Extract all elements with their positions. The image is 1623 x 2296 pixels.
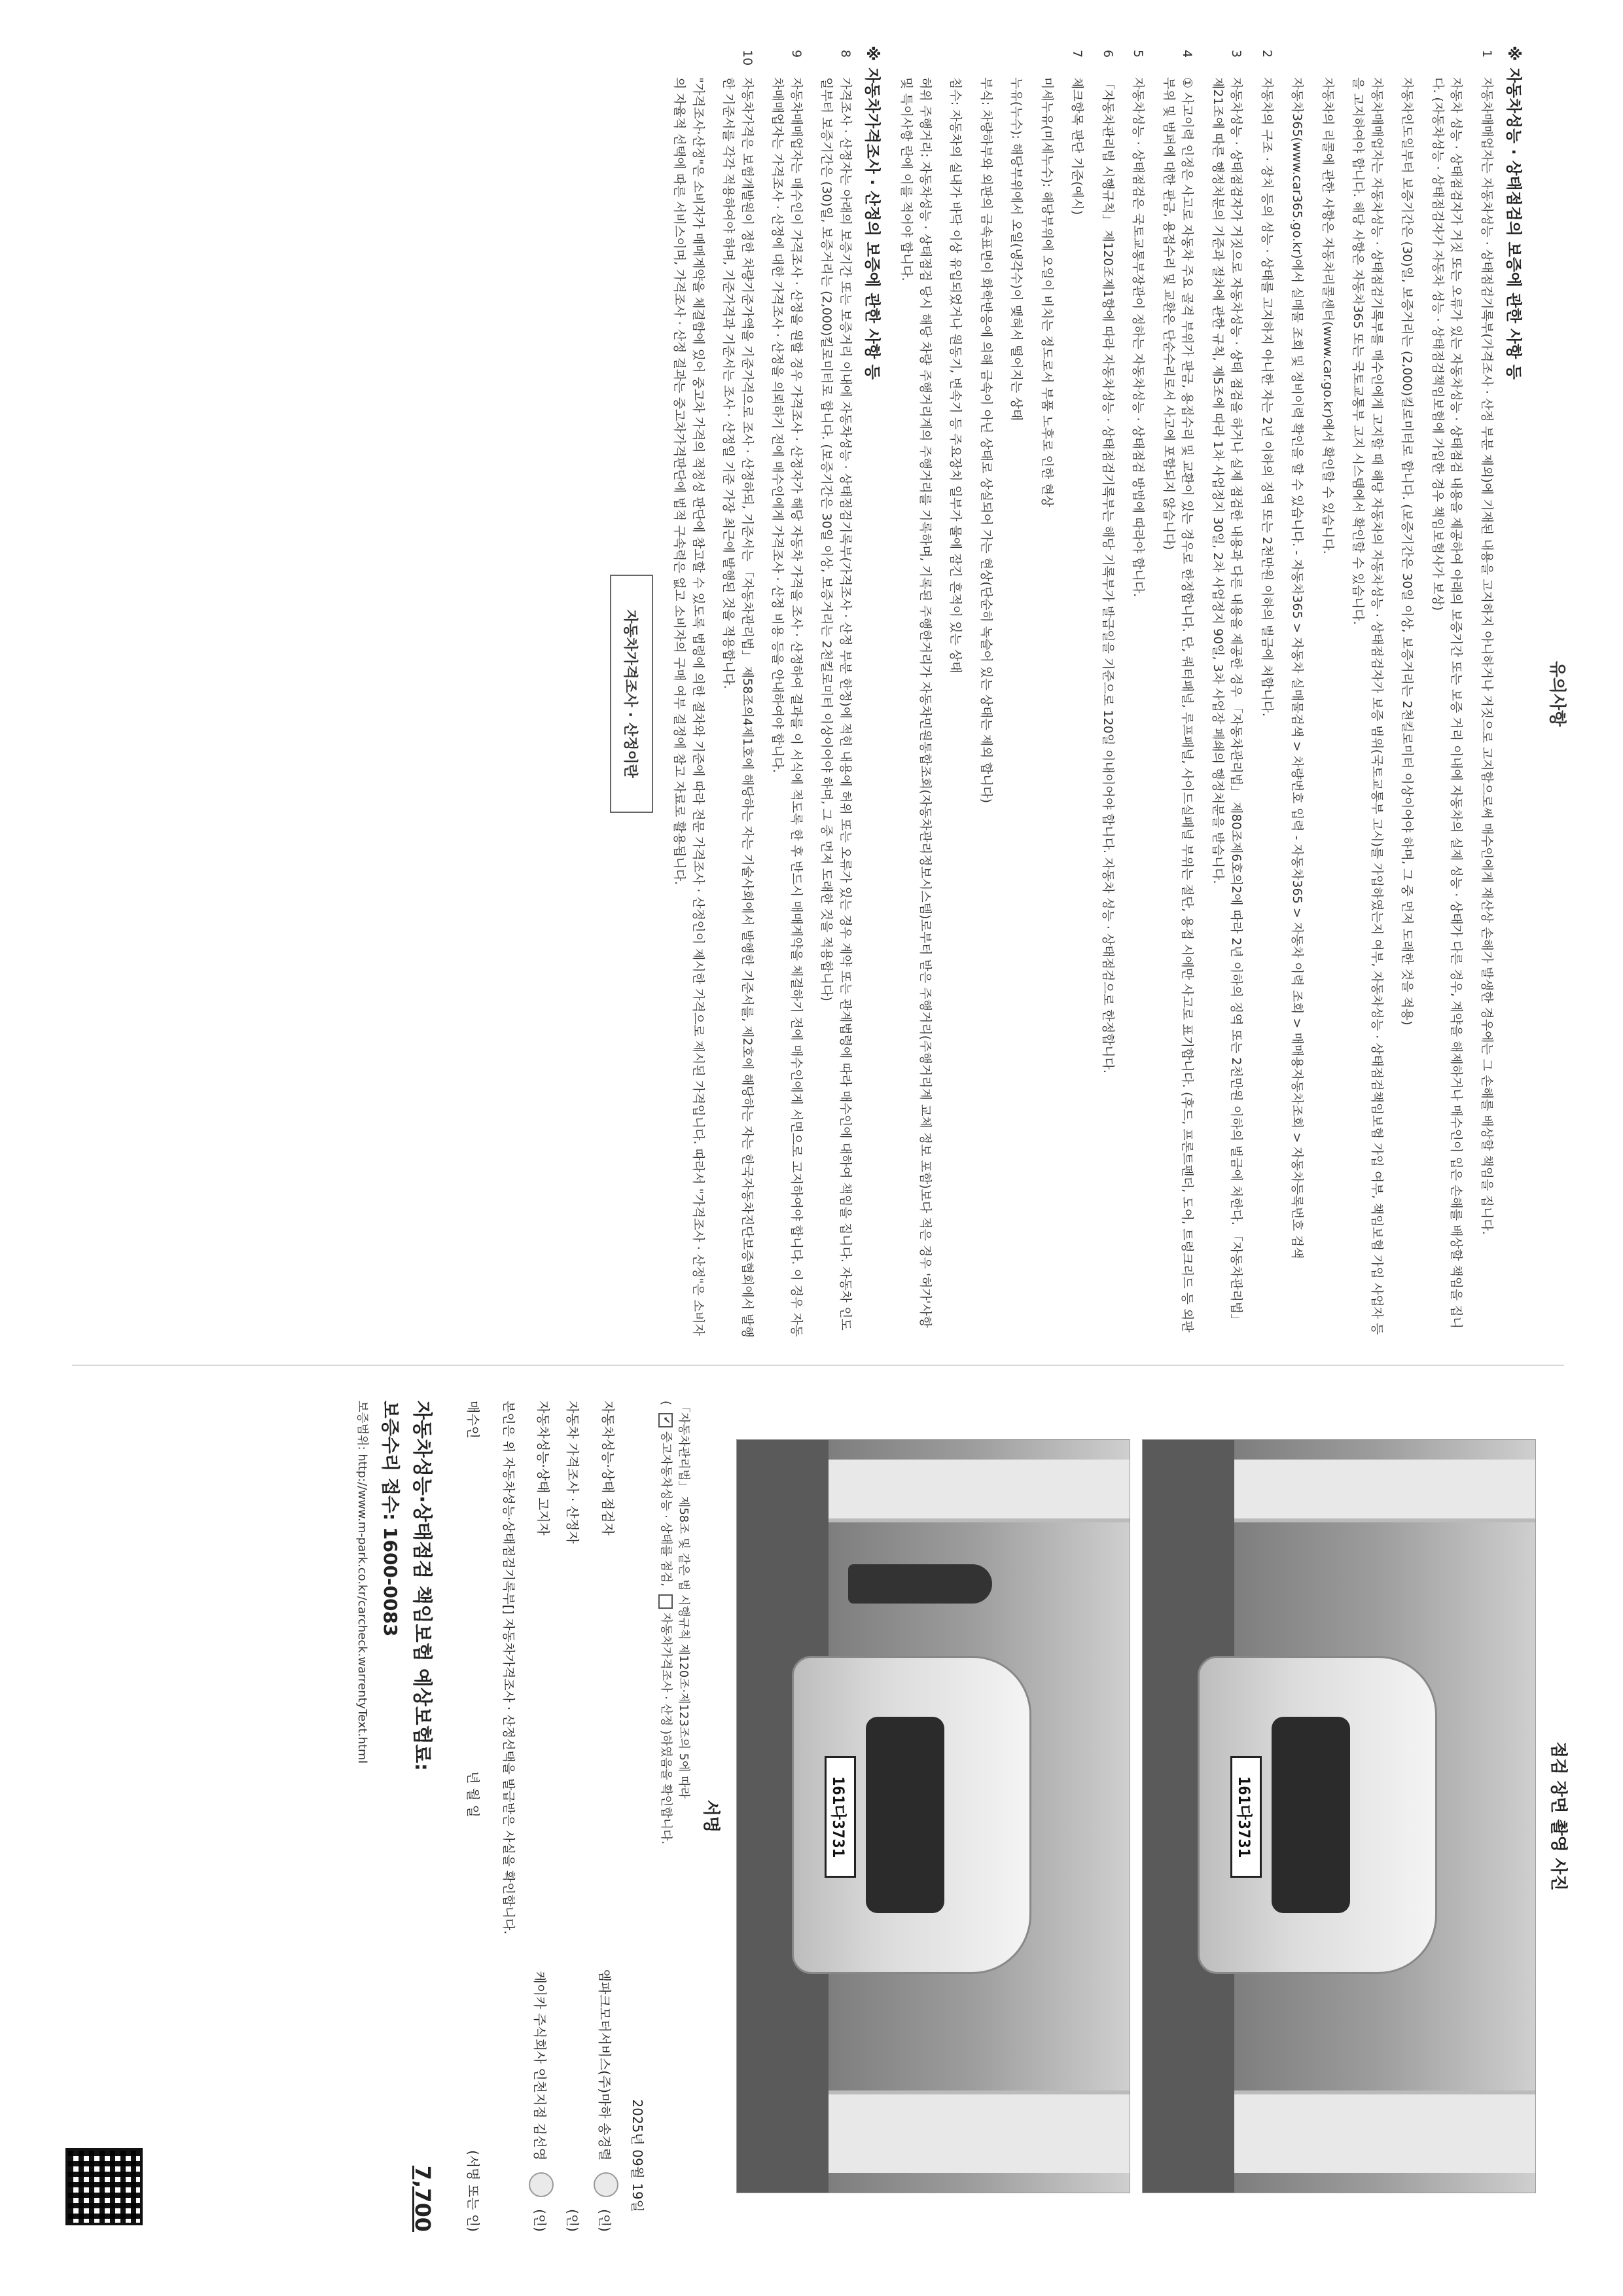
list-item: 8 가격조사 · 산정자는 아래의 보증기간 또는 보증거리 이내에 자동차성능 · 상태점검기록부(가격조사 · 산정 부분 한정)에 적힌 내용에 허위 또는 오류가 있는 경우 계약 또는 관계법령에 따라 매수인에 대하여 책임을 집니다. 자동차 인도일부터 보증기간은 (30)일, 보증거리는 (2,000)킬로미터로 합니다. (보증기간은 30일 이상, 보증거리는 2천킬로미터 이상이어야 하며, 그 중 먼저 도래한 것을 적용합니다) [819, 50, 853, 1331]
buyer-date: 년 월 일 [465, 1771, 481, 1818]
signature-law-text: 「자동차관리법」 제58조 및 같은 법 시행규칙 제120조·제123조의 5에 따라 ( ✔중고자동차성능 · 상태를 점검, 자동차가격조사 · 산정 )하였음을 확인합니다. [659, 1401, 690, 1845]
price-definition-box: 자동차가격조사 · 산정이란 [610, 575, 653, 813]
list-item: 6 「자동차관리법 시행규칙」 제120조제1항에 따라 자동차성능 · 상태점검기록부는 해당 기록부가 발급일을 기준으로 120일 이내이어야 합니다. 자동차 성능 · 상태점검으로 한정합니다. [1101, 50, 1115, 1073]
list-item: 1 자동차매매업자는 자동차성능 · 상태점검기록부(가격조사 · 산정 부분 제외)에 기재된 내용을 고지하지 아니하거나 거짓으로 고지함으로써 매수인에게 재산상 손해가 발생한 경우에는 그 손해를 배상할 책임을 집니다. [1480, 50, 1494, 1235]
confirmation-text: 본인은 위 자동차성능·상태점검기록부[] 자동차가격조사 · 산정선택을 발급받은 사실을 확인합니다. [501, 1401, 516, 1935]
list-item: 9 자동차매매업자는 매수인이 가격조사 · 산정을 원할 경우 가격조사 · 산정자가 해당 자동차 가격을 조사 · 산정하여 결과를 이 서식에 적도록 한 후 반드시 매매계약을 체결하기 전에 매수인에게 서면으로 고지하여야 합니다. 이 경우 자동차매매업자는 가격조사 · 산정에 대한 가격조사 · 산정을 의뢰하기 전에 매수인에게 가격조사 · 산정 비용 등을 안내하여야 합니다. [770, 50, 804, 1337]
buyer-row [465, 1381, 484, 2251]
car-grille [866, 1717, 944, 1913]
list-item: 미세누유(미세누수): 해당부위에 오일이 비치는 정도로서 부품 노후로 인한 현상 [1040, 77, 1054, 507]
divider [72, 1365, 1564, 1366]
checkbox-price[interactable] [658, 1594, 673, 1609]
list-item: 허위 주행거리: 자동차성능 · 상태점검 당시 해당 차량 주행거리계의 주행거리를 기록하며, 기록된 주행한거리가 자동차민원통합조회(자동차관리정보시스템)로부터 받은 주행거리(주행거리계 교체 정보 포함)보다 적은 경우 '허가'사항 및 특이사항 란에 이를 적어야 합니다. [899, 77, 933, 1328]
list-item: 10 자동차가격은 보험개발원이 정한 차량기준가액을 기준가격으로 조사 · 산정하되, 기준서는 「자동차관리법」 제58조의4제1호에 해당하는 자는 기술사회에서 발행한 기준서를, 제2호에 해당하는 자는 한국자동차진단보증협회에서 발행한 기준서를 각각 적용하여야 하며, 기준가격과 기준서는 조사 · 산정일 기준 가장 최근에 발행된 것을 적용합니다. [721, 50, 755, 1338]
notice-panel [52, 46, 1577, 1342]
section1-title: ※자동차성능 · 상태점검의 보증에 관한 사항 등 [1505, 46, 1523, 380]
seal-stamp-icon [594, 2172, 618, 2197]
seal-stamp-icon [529, 2172, 554, 2197]
inspector-figure [848, 1564, 992, 1604]
qr-code-icon [65, 2148, 143, 2225]
front-view-photo [1142, 1439, 1536, 2193]
list-item: "가격조사·산정"은 소비자가 매매계약을 체결함에 있어 중고차 가격의 적정성 판단에 참고할 수 있도록 법령에 의한 절차와 기준에 따라 전문 가격조사 · 산정인이 제시한 가격으로 제시된 가격입니다. 따라서 "가격조사 · 산정"은 소비자의 자율적 선택에 따른 서비스이며, 가격조사 · 산정 결과는 중고차가격판단에 법적 구속력은 없고 소비자의 구매 여부 결정에 참고 자료로 활용됩니다. [672, 77, 705, 1336]
list-item: 3 자동차성능 · 상태점검자가 거짓으로 자동차성능 · 상태 점검을 하거나 실제 점검한 내용과 다른 내용을 제공한 경우 「자동차관리법」 제80조제6호의2에 따라 2년 이하의 징역 또는 2천만원 이하의 벌금에 처한다. 「자동차관리법」 제21조에 따른 행정처분의 기준과 절차에 관한 규칙, 제5조에 따라 1차 사업정지 30일, 2차 사업정지 90일, 3차 사업장 폐쇄의 행정처분을 받습니다. [1211, 50, 1244, 1327]
notice-title: 유의사항 [1547, 660, 1567, 727]
signature-title: 서명 [701, 1799, 721, 1833]
list-item: 누유(누수): 해당부위에서 오일(냉각수)이 맺혀서 떨어지는 상태 [1009, 77, 1024, 422]
checkbox-inspection[interactable]: ✔ [658, 1413, 673, 1427]
lift-pillar-left [1228, 1460, 1535, 1522]
car-image [1198, 1656, 1437, 1974]
lift-pillar-left [822, 1460, 1130, 1522]
list-item: 자동차인도일부터 보증기간은 (30)일, 보증거리는 (2,000)킬로미터로 합니다. (보증기간은 30일 이상, 보증거리는 2천킬로미터 이상이어야 하며, 그 중 먼저 도래한 것을 적용) [1400, 77, 1415, 1026]
signer-rows [529, 1381, 618, 2251]
signer-row: 자동차성능·상태 고지자 케이카 주식회사 인천지점 김선영 (인) [529, 1401, 554, 2232]
signer-row: 자동차성능·상태 점검자 엠파크모터서비스(주)마하 송경렬 (인) [594, 1401, 618, 2232]
signer-row: 자동차 가격조사 · 산정자 (인) [565, 1401, 580, 2232]
asterisk-icon: ※ [863, 46, 882, 62]
list-item: 4 ① 사고이력 인정은 사고로 자동차 주요 골격 부위가 판금, 용접수리 및 교환이 있는 경우로 한정합니다. 단, 쿼터패널, 루프패널, 사이드실패널 부위는 절단, 용접 시에만 사고로 표기합니다. (후드, 프론트펜더, 도어, 트렁크리드 등 외판 부위 및 범퍼에 대한 판금, 용접수리 및 교환은 단순수리로서 사고에 포함되지 않습니다) [1162, 50, 1195, 1333]
insurance-premium: 자동차성능·상태점검 책임보험 예상보험료: 7,700 [410, 1401, 435, 2232]
list-item: 7 체크항목 판단 기준(예시) [1070, 50, 1085, 215]
front-close-photo [736, 1439, 1130, 2193]
list-item: 자동차 성능 · 상태점검자가 거짓 또는 오류가 있는 자동차성능 · 상태점검 내용을 제공하여 아래의 보증기간 또는 보증 거리 이내에 자동차의 실제 성능 · 상태가 다른 경우, 계약을 해제하거나 매수인이 입은 손해를 배상할 책임을 집니다. (자동차성능 · 상태점검자가 자동차 성능 · 상태점검책임보험에 가입한 경우 책임보험사가 보상) [1431, 77, 1464, 1329]
notice-list-2 [670, 46, 855, 1342]
insurance-block [355, 1381, 438, 2251]
signature-date: 2025년 09월 19일 [630, 2099, 645, 2212]
car-image [792, 1656, 1031, 1974]
buyer-label: 매수인 [465, 1401, 481, 1439]
buyer-signature: (서명 또는 인) [465, 2150, 481, 2232]
license-plate: 161다3731 [825, 1756, 856, 1878]
list-item: 자동차의 리콜에 관한 사항은 자동차리콜센터(www.car.go.kr)에서 확인할 수 있습니다. [1321, 77, 1335, 554]
warranty-url[interactable]: 보증범위: http://www.m-park.co.kr/carcheck.warrentyText.html [355, 1401, 369, 1764]
list-item: 5 자동차성능 · 상태점검은 국토교통부장관이 정하는 자동차성능 · 상태점검 방법에 따라야 합니다. [1131, 50, 1146, 598]
photo-section-title: 점검 장면 촬영 사진 [1548, 1741, 1568, 1892]
list-item: 부식: 차량하부와 외판의 금속표면이 화학반응에 의해 금속이 아닌 상태로 상실되어 가는 현상(단순히 녹슬어 있는 상태는 제외 합니다) [979, 77, 993, 803]
list-item: 자동차매매업자는 자동차성능 · 상태점검기록부를 매수인에게 고지할 때 해당 자동차의 자동차성능 · 상태점검자가 보증 범위(국토교통부 고시)를 가입하였는지 여부, 자동차성능 · 상태점검책임보험 가입 여부, 책임보험 가입 사업자 등을 고지하여야 합니다. 해당 사항은 자동차365 또는 국토교통부 고지 시스템에서 확인할 수 있습니다. [1351, 77, 1384, 1335]
lift-pillar-right [822, 2090, 1130, 2173]
asterisk-icon: ※ [1505, 46, 1523, 62]
car-grille [1272, 1717, 1350, 1913]
license-plate: 161다3731 [1230, 1756, 1262, 1878]
section2-title: ※자동차가격조사 · 산정의 보증에 관한 사항 등 [863, 46, 882, 380]
list-item: 자동차365(www.car365.go.kr)에서 실매물 조회 및 정비이력 확인을 할 수 있습니다. - 자동차365 > 자동차 실매물검색 > 차량번호 입력 - 자동차365 > 자동차 이력 조회 > 매매용자동차조회 > 자동차등록번호 검색 [1290, 77, 1305, 1259]
lift-pillar-right [1228, 2090, 1535, 2173]
notice-list [897, 46, 1496, 1342]
warranty-phone: 보증수리 접수: 1600-0083 [380, 1401, 401, 1637]
list-item: 2 자동차의 구조 · 장치 등의 성능 · 상태를 고지하지 아니한 자는 2년 이하의 징역 또는 2천만원 이하의 벌금에 처합니다. [1260, 50, 1274, 717]
insurance-price: 7,700 [410, 2165, 435, 2232]
inspection-panel [52, 1381, 1577, 2251]
list-item: 침수: 자동차의 실내가 바닥 이상 유입되었거나 원동기, 변속기 등 주요장치 일부가 물에 잠긴 흔적이 있는 상태 [948, 77, 963, 673]
